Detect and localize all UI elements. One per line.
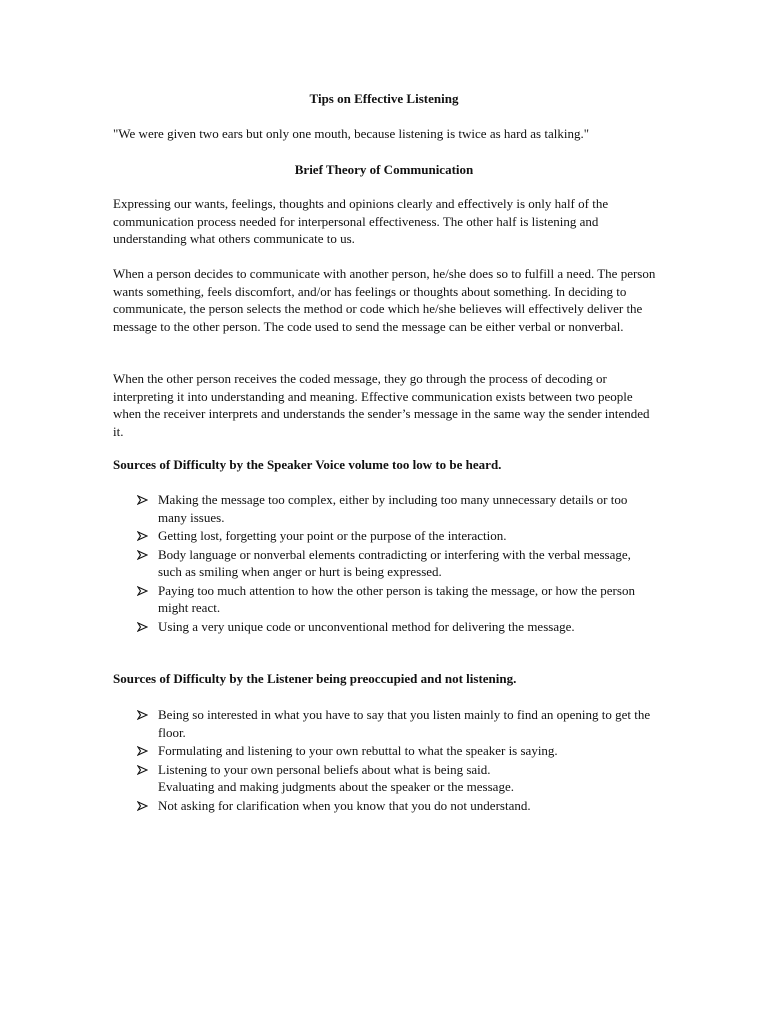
list-item — [137, 582, 657, 617]
list-item — [137, 491, 657, 526]
list-item — [137, 778, 657, 796]
list-item-text: Getting lost, forgetting your point or the purpose of the interaction. — [158, 528, 507, 543]
paragraph-2: When a person decides to communicate with another person, he/she does so to fulfill a need. The person wants something, feels discomfort, and/or has feelings or thoughts about something. In deciding to communicate, the person selects the method or code which he/she believes will effectively deliver the message to the other person. The code used to send the message can be either verbal or nonverbal. — [113, 266, 656, 334]
arrow-bullet-icon — [137, 765, 148, 775]
list-item-text: Formulating and listening to your own rebuttal to what the speaker is saying. — [158, 743, 558, 758]
arrow-bullet-icon — [137, 586, 148, 596]
list-item-text: Using a very unique code or unconventional method for delivering the message. — [158, 618, 575, 634]
arrow-bullet-icon — [137, 746, 148, 756]
list-item — [137, 546, 657, 581]
list-item — [137, 706, 657, 741]
document-title: Tips on Effective Listening — [309, 91, 459, 106]
list-item-text: Listening to your own personal beliefs about what is being said. — [158, 761, 491, 777]
section-title: Brief Theory of Communication — [294, 162, 474, 177]
list-item-text: Paying too much attention to how the other person is taking the message, or how the person might react. — [158, 582, 635, 615]
arrow-bullet-icon — [137, 531, 148, 541]
list-item-text: Making the message too complex, either by including too many unnecessary details or too many issues. — [158, 492, 628, 525]
arrow-bullet-icon — [137, 801, 148, 811]
arrow-bullet-icon — [137, 550, 148, 560]
listener-difficulty-heading: Sources of Difficulty by the Listener being preoccupied and not listening. — [113, 671, 517, 686]
speaker-difficulty-heading: Sources of Difficulty by the Speaker Voice volume too low to be heard. — [113, 457, 502, 472]
list-item — [137, 761, 657, 779]
paragraph-1: Expressing our wants, feelings, thoughts and opinions clearly and effectively is only half of the communication process needed for interpersonal effectiveness. The other half is listening and understanding what others communicate to us. — [113, 196, 609, 246]
arrow-bullet-icon — [137, 622, 148, 632]
arrow-bullet-icon — [137, 495, 148, 505]
list-item — [137, 618, 657, 636]
speaker-difficulty-list — [137, 491, 657, 636]
list-item-text: Not asking for clarification when you know that you do not understand. — [158, 797, 531, 813]
list-item-text: Being so interested in what you have to say that you listen mainly to find an opening to get the floor. — [158, 707, 651, 740]
list-item — [137, 527, 657, 545]
paragraph-3: When the other person receives the coded message, they go through the process of decoding or interpreting it into understanding and meaning. Effective communication exists between two people when the receiver interprets and understands the sender’s message in the same way the sender intended it. — [113, 371, 650, 439]
opening-quote: "We were given two ears but only one mouth, because listening is twice as hard as talking." — [113, 126, 589, 141]
list-item-text: Body language or nonverbal elements contradicting or interfering with the verbal message, such as smiling when anger or hurt is being expressed. — [158, 546, 631, 579]
arrow-bullet-icon — [137, 710, 148, 720]
list-item — [137, 797, 657, 815]
list-item-text: Evaluating and making judgments about the speaker or the message. — [158, 779, 514, 794]
listener-difficulty-list — [137, 706, 657, 815]
list-item — [137, 742, 657, 760]
